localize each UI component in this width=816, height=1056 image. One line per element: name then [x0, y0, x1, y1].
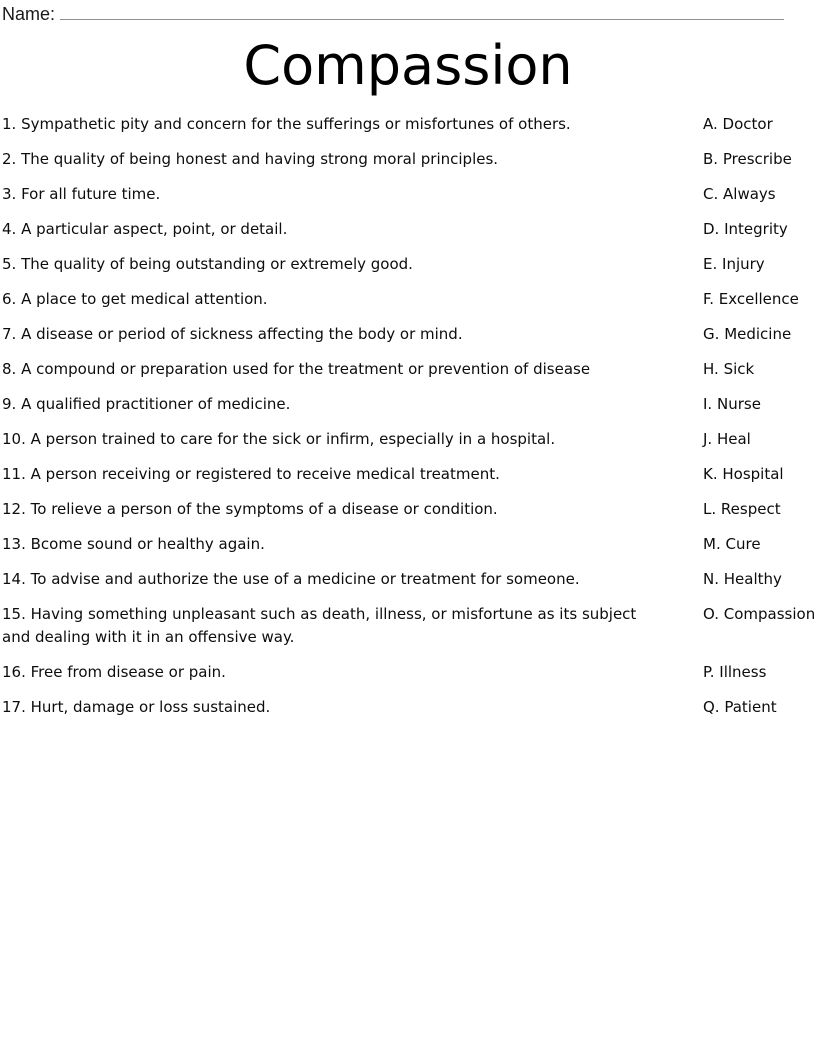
question-definition: A person trained to care for the sick or infirm, especially in a hospital. — [30, 430, 556, 449]
matching-row — [2, 253, 814, 276]
question-definition: A qualified practitioner of medicine. — [21, 395, 291, 414]
answer-letter: G. — [703, 325, 720, 344]
answer-word: Hospital — [722, 465, 784, 484]
answer — [703, 568, 782, 591]
question-definition: A disease or period of sickness affecting the body or mind. — [21, 325, 463, 344]
question-number: 1. — [2, 115, 17, 134]
question-definition: To advise and authorize the use of a medicine or treatment for someone. — [30, 570, 580, 589]
question — [2, 253, 664, 276]
answer-letter: A. — [703, 115, 718, 134]
question — [2, 113, 664, 136]
answer — [703, 393, 761, 416]
question — [2, 358, 664, 381]
answer-letter: O. — [703, 605, 719, 624]
answer — [703, 148, 792, 171]
question-number: 11. — [2, 465, 26, 484]
answer-letter: C. — [703, 185, 719, 204]
answer-letter: F. — [703, 290, 714, 309]
answer-word: Cure — [725, 535, 761, 554]
question — [2, 148, 664, 171]
answer-letter: I. — [703, 395, 713, 414]
question — [2, 603, 664, 649]
answer-letter: E. — [703, 255, 718, 274]
question-definition: To relieve a person of the symptoms of a disease or condition. — [30, 500, 498, 519]
answer-letter: K. — [703, 465, 718, 484]
question-number: 6. — [2, 290, 17, 309]
matching-row — [2, 183, 814, 206]
answer-letter: D. — [703, 220, 720, 239]
question-definition: The quality of being honest and having strong moral principles. — [21, 150, 499, 169]
answer — [703, 323, 791, 346]
question-number: 13. — [2, 535, 26, 554]
answer — [703, 428, 751, 451]
answer — [703, 113, 773, 136]
question-number: 5. — [2, 255, 17, 274]
question — [2, 533, 664, 556]
question — [2, 498, 664, 521]
question-definition: Having something unpleasant such as death, illness, or misfortune as its subject and dealing with it in an offensive way. — [2, 605, 637, 647]
question-definition: Free from disease or pain. — [30, 663, 226, 682]
question-definition: Sympathetic pity and concern for the sufferings or misfortunes of others. — [21, 115, 571, 134]
matching-row — [2, 696, 814, 719]
answer — [703, 218, 788, 241]
question-definition: A place to get medical attention. — [21, 290, 268, 309]
question-number: 14. — [2, 570, 26, 589]
answer-letter: L. — [703, 500, 717, 519]
answer — [703, 661, 766, 684]
answer-word: Respect — [720, 500, 781, 519]
question-definition: A compound or preparation used for the treatment or prevention of disease — [21, 360, 591, 379]
question — [2, 696, 664, 719]
question-definition: The quality of being outstanding or extremely good. — [21, 255, 413, 274]
matching-row — [2, 288, 814, 311]
question-number: 2. — [2, 150, 17, 169]
answer-word: Injury — [722, 255, 765, 274]
answer — [703, 603, 815, 626]
question-definition: A particular aspect, point, or detail. — [21, 220, 288, 239]
page-title: Compassion — [243, 34, 573, 97]
answer-word: Illness — [719, 663, 767, 682]
matching-row — [2, 428, 814, 451]
question — [2, 393, 664, 416]
answer-word: Prescribe — [722, 150, 792, 169]
matching-row — [2, 498, 814, 521]
question-number: 10. — [2, 430, 26, 449]
matching-row — [2, 358, 814, 381]
question-number: 16. — [2, 663, 26, 682]
name-header — [2, 4, 814, 28]
answer-word: Patient — [724, 698, 777, 717]
answer — [703, 533, 761, 556]
answer-letter: N. — [703, 570, 719, 589]
answer — [703, 358, 754, 381]
matching-row — [2, 533, 814, 556]
question-definition: For all future time. — [21, 185, 161, 204]
answer-letter: P. — [703, 663, 715, 682]
name-label: Name: — [2, 4, 56, 24]
matching-row — [2, 148, 814, 171]
question-definition: Hurt, damage or loss sustained. — [30, 698, 271, 717]
answer-word: Medicine — [724, 325, 792, 344]
answer-letter: M. — [703, 535, 721, 554]
question-number: 3. — [2, 185, 17, 204]
question — [2, 218, 664, 241]
question — [2, 568, 664, 591]
question — [2, 288, 664, 311]
answer — [703, 696, 777, 719]
matching-list — [2, 113, 814, 719]
answer-letter: B. — [703, 150, 719, 169]
question-definition: Bcome sound or healthy again. — [30, 535, 265, 554]
matching-row — [2, 393, 814, 416]
matching-row — [2, 218, 814, 241]
answer — [703, 253, 765, 276]
answer-word: Doctor — [722, 115, 773, 134]
question-number: 4. — [2, 220, 17, 239]
matching-row — [2, 568, 814, 591]
question — [2, 323, 664, 346]
answer — [703, 183, 776, 206]
answer-word: Nurse — [716, 395, 761, 414]
answer-letter: J. — [703, 430, 713, 449]
question-number: 17. — [2, 698, 26, 717]
question-number: 15. — [2, 605, 26, 624]
matching-row — [2, 661, 814, 684]
question — [2, 661, 664, 684]
question-definition: A person receiving or registered to receive medical treatment. — [30, 465, 500, 484]
matching-row — [2, 113, 814, 136]
answer-word: Heal — [716, 430, 751, 449]
question-number: 12. — [2, 500, 26, 519]
answer-letter: Q. — [703, 698, 720, 717]
question-number: 9. — [2, 395, 17, 414]
question-number: 7. — [2, 325, 17, 344]
answer — [703, 498, 781, 521]
matching-row — [2, 603, 814, 649]
answer — [703, 288, 799, 311]
answer-word: Integrity — [724, 220, 788, 239]
answer-word: Excellence — [718, 290, 799, 309]
question — [2, 463, 664, 486]
matching-row — [2, 463, 814, 486]
answer-word: Always — [723, 185, 776, 204]
question-number: 8. — [2, 360, 17, 379]
name-fill-in-line[interactable] — [60, 5, 784, 20]
answer-word: Sick — [723, 360, 755, 379]
question — [2, 428, 664, 451]
answer-word: Compassion — [723, 605, 816, 624]
matching-row — [2, 323, 814, 346]
answer-letter: H. — [703, 360, 719, 379]
question — [2, 183, 664, 206]
answer-word: Healthy — [723, 570, 782, 589]
answer — [703, 463, 784, 486]
